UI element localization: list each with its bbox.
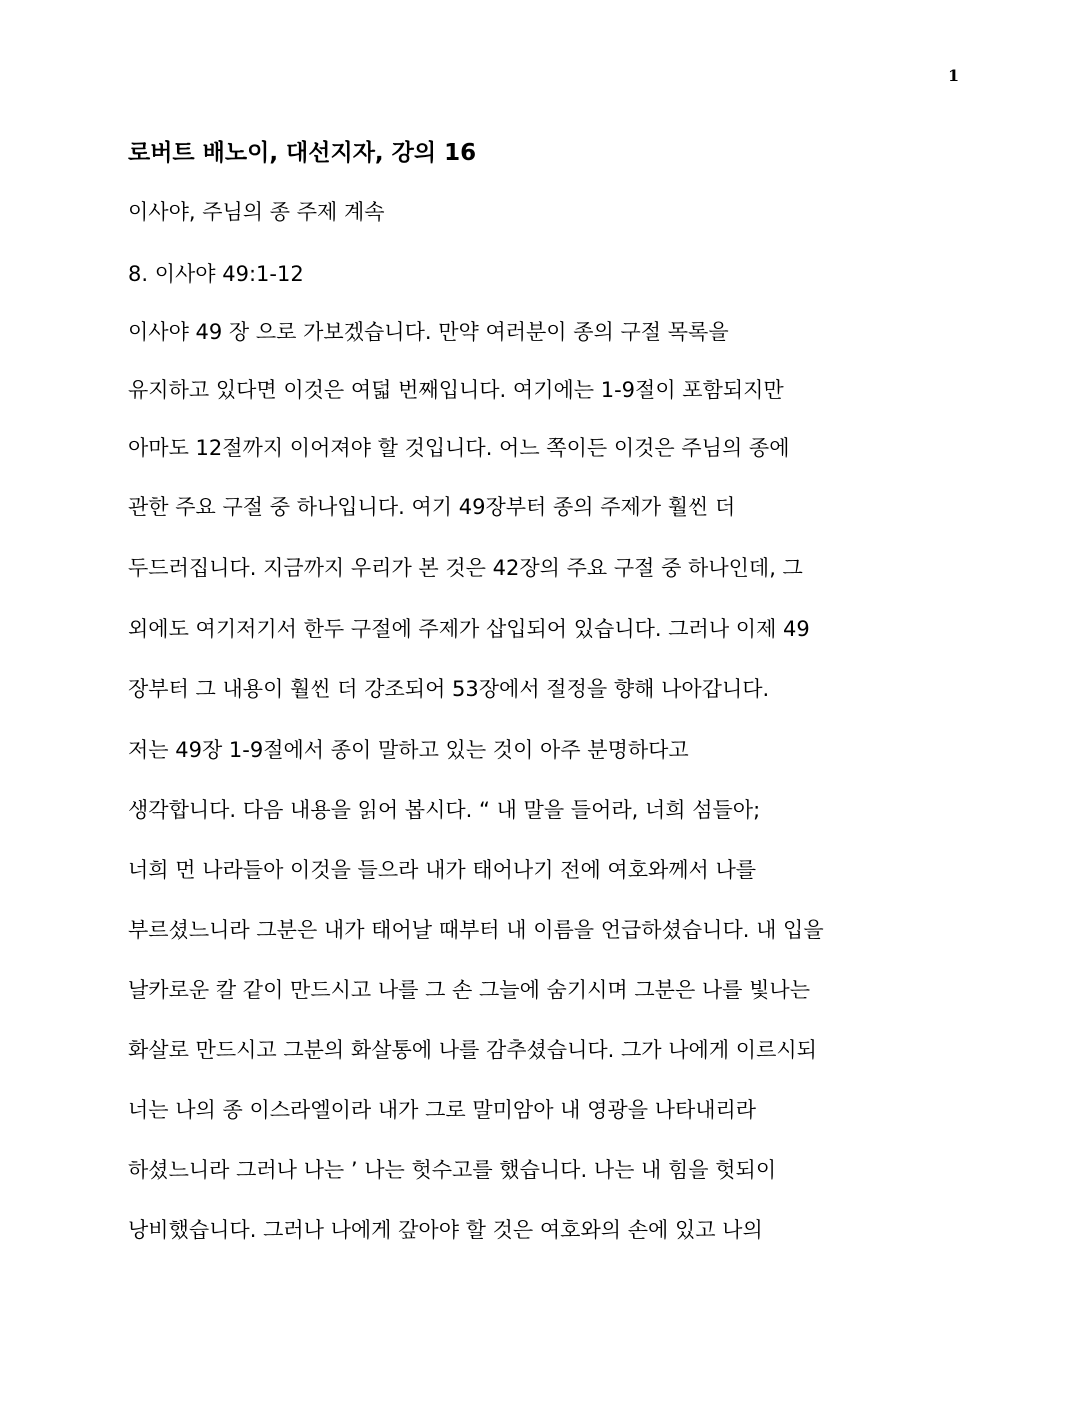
body-line: 너희 먼 나라들아 이것을 들으라 내가 태어나기 전에 여호와께서 나를 [128,858,757,882]
body-line: 이사야 49 장 으로 가보겠습니다. 만약 여러분이 종의 구절 목록을 [128,320,729,344]
body-line: 장부터 그 내용이 훨씬 더 강조되어 53장에서 절정을 향해 나아갑니다. [128,677,770,701]
body-line: 너는 나의 종 이스라엘이라 내가 그로 말미암아 내 영광을 나타내리라 [128,1098,757,1122]
page-number: 1 [948,66,960,85]
body-line: 두드러집니다. 지금까지 우리가 본 것은 42장의 주요 구절 중 하나인데, 그 [128,556,803,580]
subtitle: 이사야, 주님의 종 주제 계속 [128,200,385,224]
body-line: 아마도 12절까지 이어져야 할 것입니다. 어느 쪽이든 이것은 주님의 종에 [128,436,790,460]
body-line: 낭비했습니다. 그러나 나에게 갚아야 할 것은 여호와의 손에 있고 나의 [128,1218,763,1242]
body-line: 날카로운 칼 같이 만드시고 나를 그 손 그늘에 숨기시며 그분은 나를 빛나는 [128,978,811,1002]
body-line: 외에도 여기저기서 한두 구절에 주제가 삽입되어 있습니다. 그러나 이제 49 [128,617,810,641]
body-line: 생각합니다. 다음 내용을 읽어 봅시다. “ 내 말을 들어라, 너희 섬들아; [128,798,761,822]
body-line: 부르셨느니라 그분은 내가 태어날 때부터 내 이름을 언급하셨습니다. 내 입을 [128,918,824,942]
body-line: 화살로 만드시고 그분의 화살통에 나를 감추셨습니다. 그가 나에게 이르시되 [128,1038,817,1062]
body-line: 관한 주요 구절 중 하나입니다. 여기 49장부터 종의 주제가 훨씬 더 [128,495,736,519]
body-line: 유지하고 있다면 이것은 여덟 번째입니다. 여기에는 1-9절이 포함되지만 [128,378,784,402]
body-line: 하셨느니라 그러나 나는 ’ 나는 헛수고를 했습니다. 나는 내 힘을 헛되이 [128,1158,777,1182]
body-line: 저는 49장 1-9절에서 종이 말하고 있는 것이 아주 분명하다고 [128,738,689,762]
document-title: 로버트 배노이, 대선지자, 강의 16 [128,140,477,166]
section-heading: 8. 이사야 49:1-12 [128,262,304,286]
